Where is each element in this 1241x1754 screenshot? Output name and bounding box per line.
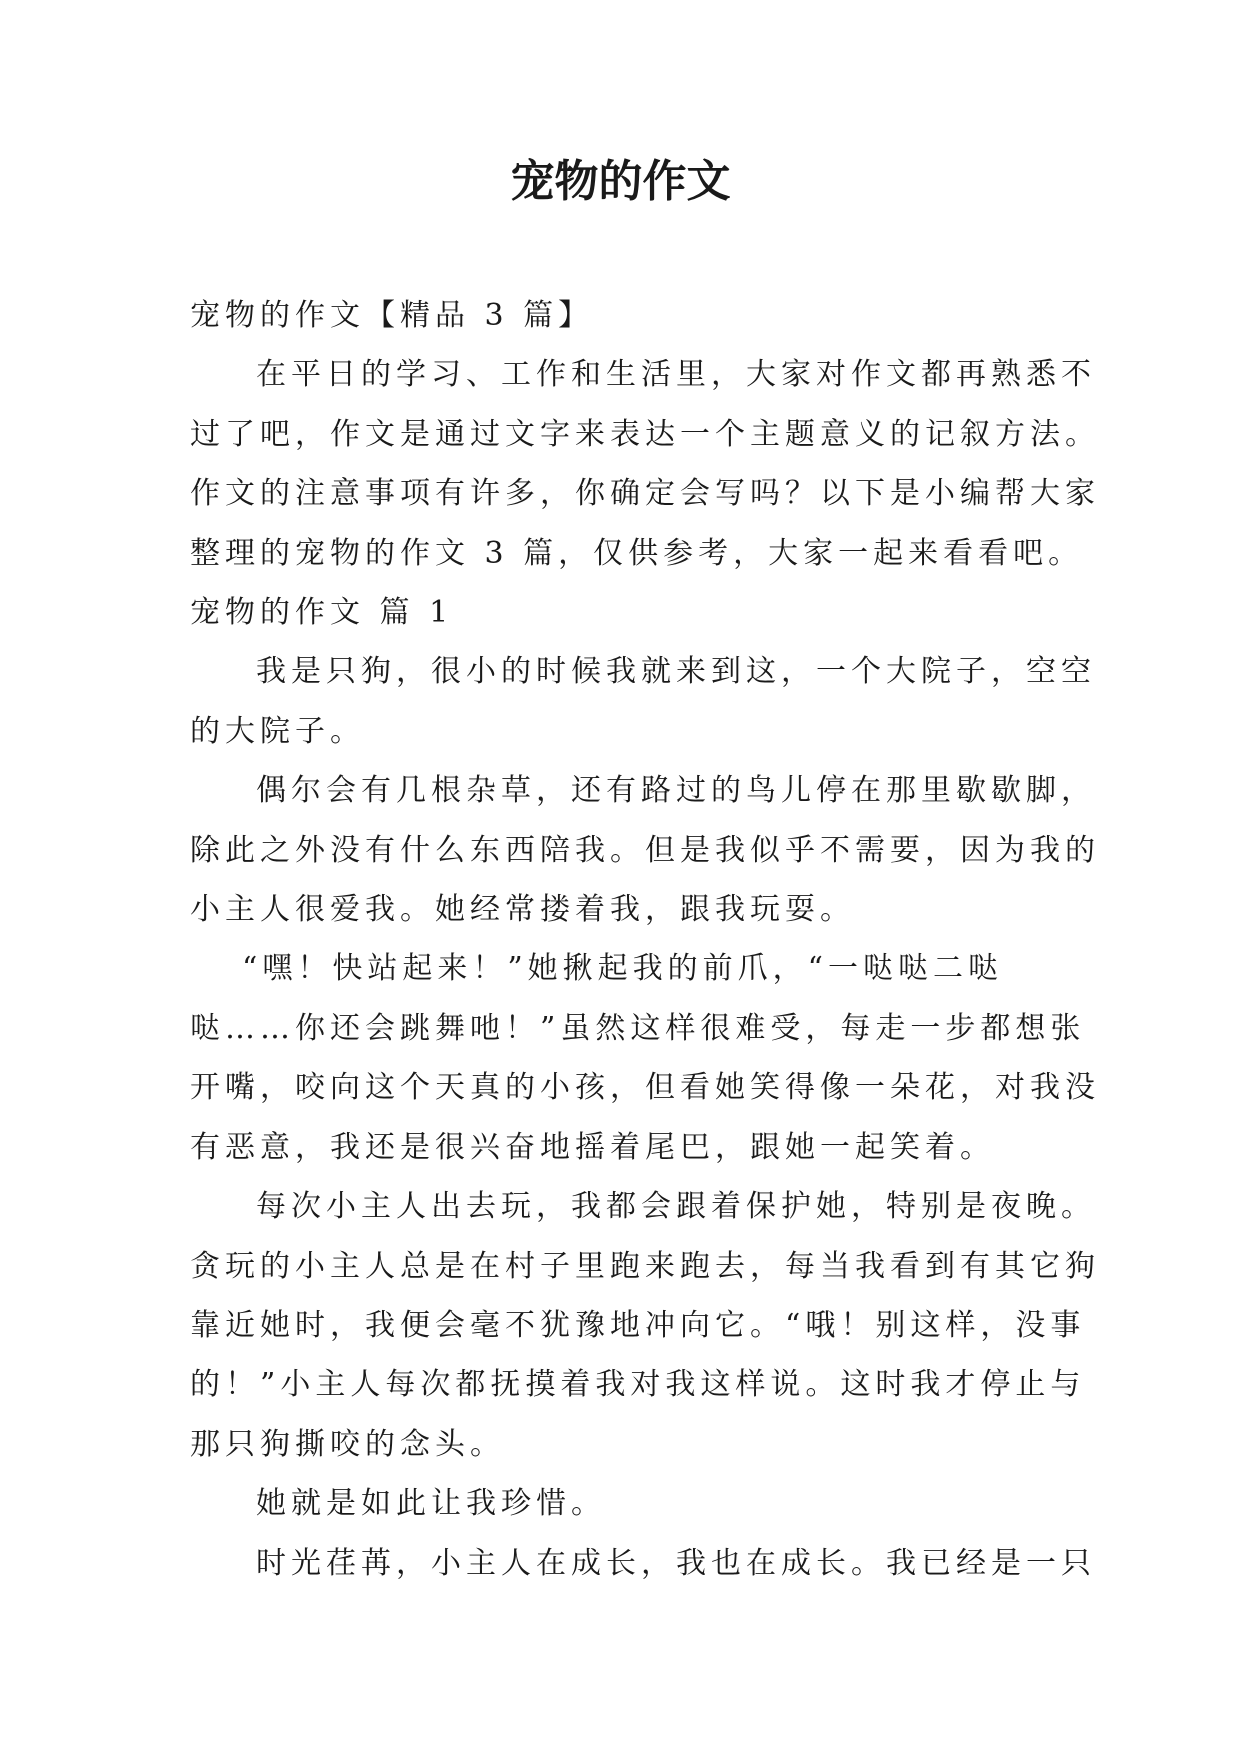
paragraph-line: 的大院子。 [190,713,365,749]
document-body [190,286,1100,1593]
subtitle-line: 宠物的作文【精品 3 篇】 [190,298,594,333]
paragraph-line: 哒……你还会跳舞吔！”虽然这样很难受，每走一步都想张 [190,1010,1086,1046]
paragraph-line: 偶尔会有几根杂草，还有路过的鸟儿停在那里歇歇脚， [256,773,1096,809]
paragraph-line: 贪玩的小主人总是在村子里跑来跑去，每当我看到有其它狗 [190,1248,1100,1284]
paragraph-line: 开嘴，咬向这个天真的小孩，但看她笑得像一朵花，对我没 [190,1070,1100,1106]
intro-line: 作文的注意事项有许多，你确定会写吗？以下是小编帮大家 [190,476,1100,512]
paragraph-line: 有恶意，我还是很兴奋地摇着尾巴，跟她一起笑着。 [190,1129,995,1165]
paragraph-line: “嘿！快站起来！”她揪起我的前爪，“一哒哒二哒 [242,951,1004,987]
section-heading: 宠物的作文 篇 1 [190,595,454,631]
paragraph-line: 每次小主人出去玩，我都会跟着保护她，特别是夜晚。 [256,1189,1096,1225]
paragraph-line: 小主人很爱我。她经常搂着我，跟我玩耍。 [190,892,855,928]
paragraph-line: 靠近她时，我便会毫不犹豫地冲向它。“哦！别这样，没事 [190,1307,1086,1343]
paragraph-line: 我是只狗，很小的时候我就来到这，一个大院子，空空 [256,654,1096,690]
paragraph-line: 除此之外没有什么东西陪我。但是我似乎不需要，因为我的 [190,832,1100,868]
document-title: 宠物的作文 [510,156,731,207]
paragraph-line: 的！”小主人每次都抚摸着我对我这样说。这时我才停止与 [190,1367,1086,1403]
paragraph-line: 她就是如此让我珍惜。 [256,1486,606,1522]
paragraph-line: 那只狗撕咬的念头。 [190,1426,505,1462]
intro-line: 过了吧，作文是通过文字来表达一个主题意义的记叙方法。 [190,416,1100,452]
intro-line: 在平日的学习、工作和生活里，大家对作文都再熟悉不 [256,357,1096,393]
intro-line: 整理的宠物的作文 3 篇，仅供参考，大家一起来看看吧。 [190,535,1084,571]
paragraph-line: 时光荏苒，小主人在成长，我也在成长。我已经是一只 [256,1545,1096,1581]
